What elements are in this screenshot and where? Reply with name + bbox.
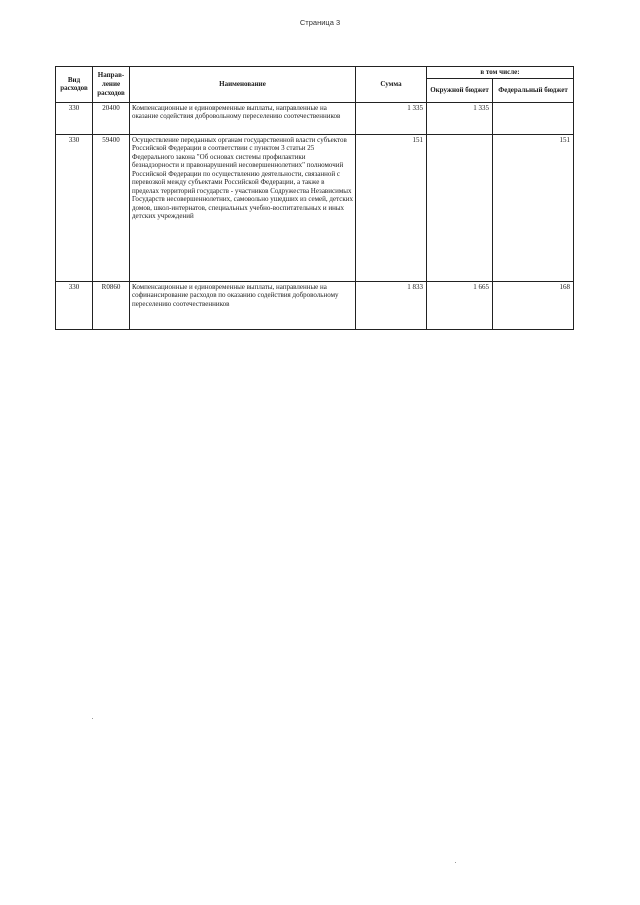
table-row xyxy=(56,134,574,281)
cell-kind: 330 xyxy=(56,102,93,134)
cell-direction: R0860 xyxy=(93,281,130,329)
scan-speck xyxy=(92,718,93,719)
cell-district: 1 335 xyxy=(427,102,493,134)
cell-kind: 330 xyxy=(56,134,93,281)
header-name: Наименование xyxy=(130,67,356,103)
cell-sum: 1 335 xyxy=(356,102,427,134)
header-kind: Вид расходов xyxy=(56,67,93,103)
table-row xyxy=(56,102,574,134)
cell-direction: 59400 xyxy=(93,134,130,281)
cell-federal: 168 xyxy=(493,281,574,329)
cell-district xyxy=(427,134,493,281)
cell-federal: 151 xyxy=(493,134,574,281)
cell-federal xyxy=(493,102,574,134)
header-district: Окружной бюджет xyxy=(427,78,493,102)
cell-district: 1 665 xyxy=(427,281,493,329)
cell-name: Компенсационные и единовременные выплаты, направленные на софинансирование расходов по оказанию содействия добровольному переселению соотечественников xyxy=(130,281,356,329)
scan-speck xyxy=(455,862,456,863)
cell-sum: 151 xyxy=(356,134,427,281)
header-direction: Направ-ление расходов xyxy=(93,67,130,103)
header-sum: Сумма xyxy=(356,67,427,103)
cell-name: Компенсационные и единовременные выплаты, направленные на оказание содействия добровольному переселению соотечественников xyxy=(130,102,356,134)
header-including: в том числе: xyxy=(427,67,574,79)
cell-sum: 1 833 xyxy=(356,281,427,329)
cell-direction: 20400 xyxy=(93,102,130,134)
table-row xyxy=(56,281,574,329)
header-federal: Федеральный бюджет xyxy=(493,78,574,102)
page-header: Страница 3 xyxy=(299,18,341,27)
budget-table xyxy=(55,66,574,330)
cell-name: Осуществление переданных органам государственной власти субъектов Российской Федерации в соответствии с пунктом 3 статьи 25 Федерального закона "Об основах системы профилактики безнадзорности и правонарушений несовершеннолетних" полномочий Российской Федерации по осуществлению деятельности, связанной с перевозкой между субъектами Российской Федерации, а также в пределах территорий государств - участников Содружества Независимых Государств несовершеннолетних, самовольно ушедших из семей, детских домов, школ-интернатов, специальных учебно-воспитательных и иных детских учреждений xyxy=(130,134,356,281)
cell-kind: 330 xyxy=(56,281,93,329)
